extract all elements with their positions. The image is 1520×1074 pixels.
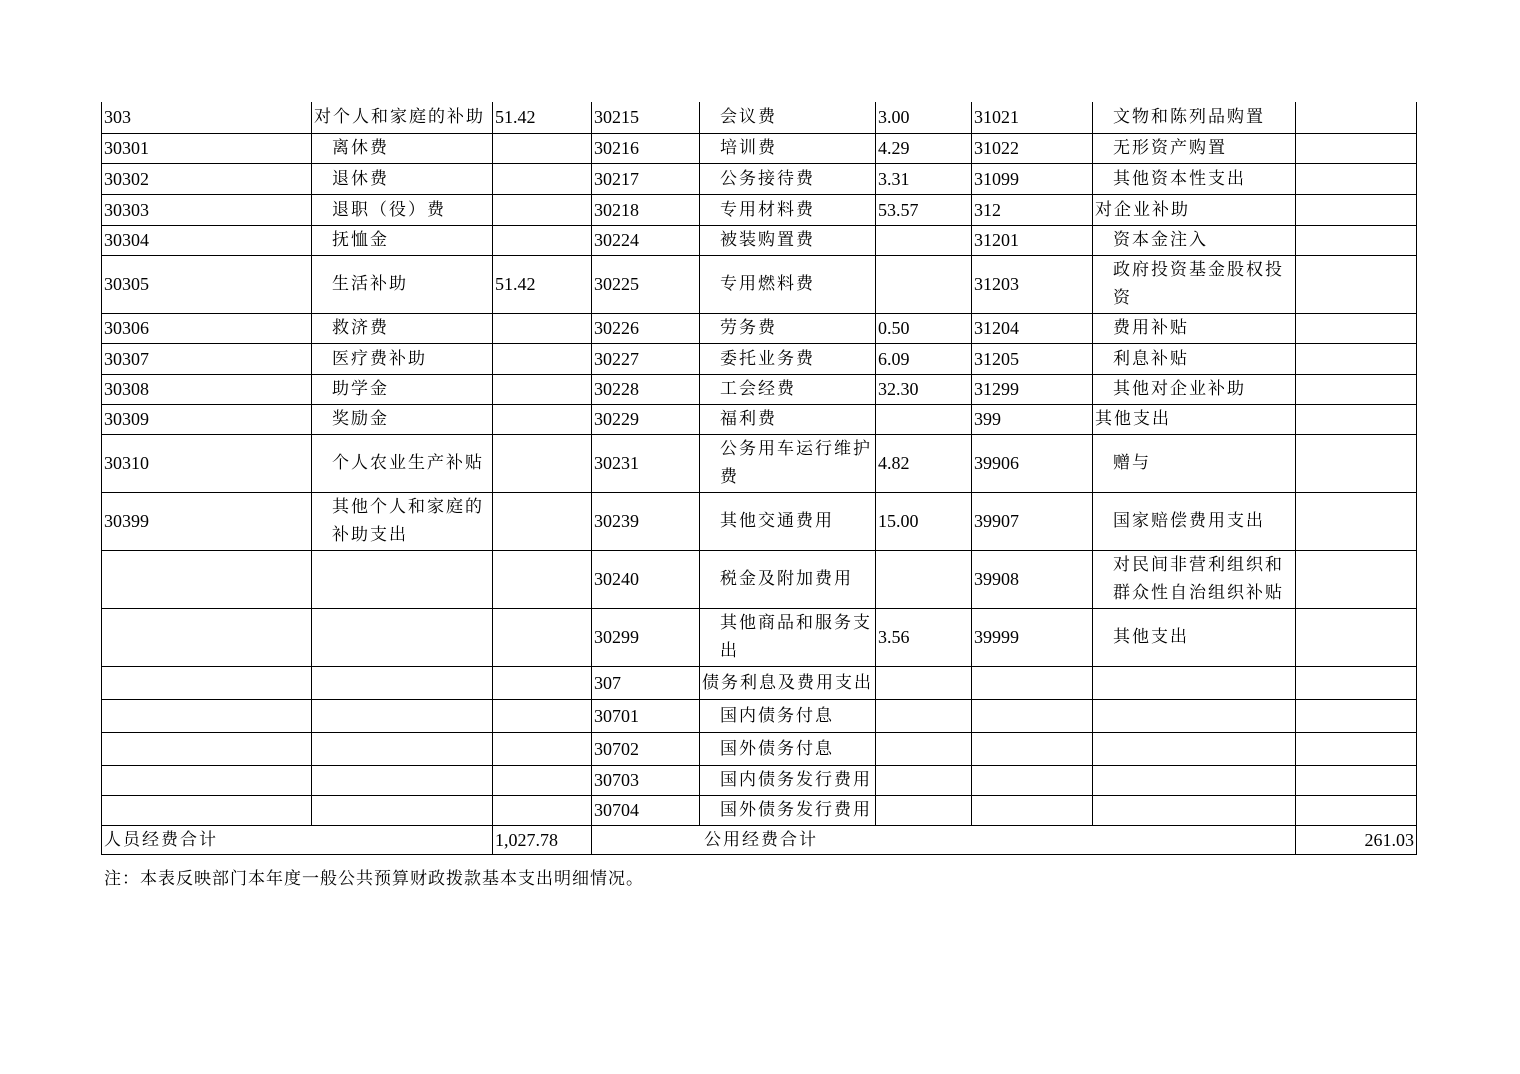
table-cell-number [876,404,972,434]
table-cell-number: 30701 [592,699,700,732]
table-cell-number: 30231 [592,434,700,492]
table-cell-number [972,666,1093,699]
table-cell-number: 30305 [102,255,312,313]
table-cell-number: 51.42 [493,102,592,133]
table-cell-number [1296,133,1417,163]
table-cell-number [1296,343,1417,374]
table-cell-label: 国外债务发行费用 [700,795,876,825]
table-note: 注：本表反映部门本年度一般公共预算财政拨款基本支出明细情况。 [104,869,644,889]
table-body [102,102,1417,825]
expenditure-detail-table [101,102,1417,855]
table-cell-number [102,608,312,666]
table-cell-number [493,404,592,434]
table-cell-label [1093,765,1296,795]
table-cell-number: 30308 [102,374,312,404]
table-cell-label: 抚恤金 [312,225,493,255]
table-cell-label [1093,795,1296,825]
table-cell-label [312,732,493,765]
table-row [102,434,1417,492]
table-cell-number: 3.56 [876,608,972,666]
table-cell-number: 30306 [102,313,312,343]
table-cell-number [493,732,592,765]
public-total-label: 公用经费合计 [592,825,1296,854]
table-cell-label [1093,666,1296,699]
table-cell-label: 救济费 [312,313,493,343]
table-cell-number [1296,765,1417,795]
table-cell-number: 4.29 [876,133,972,163]
table-cell-label [312,666,493,699]
table-row [102,343,1417,374]
table-cell-label: 助学金 [312,374,493,404]
table-row [102,313,1417,343]
table-cell-label: 其他交通费用 [700,492,876,550]
table-cell-number: 30702 [592,732,700,765]
table-cell-label: 其他资本性支出 [1093,163,1296,194]
table-cell-number: 15.00 [876,492,972,550]
table-cell-label [312,699,493,732]
table-row [102,255,1417,313]
table-cell-number [102,550,312,608]
table-cell-number [102,699,312,732]
table-cell-label: 福利费 [700,404,876,434]
personnel-total-value: 1,027.78 [493,825,592,854]
table-cell-number: 30229 [592,404,700,434]
table-cell-number: 30224 [592,225,700,255]
table-cell-label: 公务接待费 [700,163,876,194]
table-cell-number [493,666,592,699]
table-cell-label: 工会经费 [700,374,876,404]
table-cell-label [1093,699,1296,732]
table-cell-label: 费用补贴 [1093,313,1296,343]
table-cell-number [493,795,592,825]
table-cell-number: 3.31 [876,163,972,194]
table-cell-label: 其他个人和家庭的补助支出 [312,492,493,550]
table-cell-number [1296,313,1417,343]
table-cell-number: 399 [972,404,1093,434]
table-cell-label: 劳务费 [700,313,876,343]
table-cell-label: 无形资产购置 [1093,133,1296,163]
table-cell-number [1296,550,1417,608]
table-cell-number [1296,255,1417,313]
table-cell-label: 政府投资基金股权投资 [1093,255,1296,313]
table-cell-label: 个人农业生产补贴 [312,434,493,492]
table-cell-label: 国内债务发行费用 [700,765,876,795]
table-cell-number: 0.50 [876,313,972,343]
table-cell-number: 30302 [102,163,312,194]
table-cell-label: 专用材料费 [700,194,876,225]
table-cell-label: 会议费 [700,102,876,133]
table-cell-label: 文物和陈列品购置 [1093,102,1296,133]
table-cell-number [876,550,972,608]
table-cell-number [1296,492,1417,550]
table-row [102,666,1417,699]
table-cell-number [493,343,592,374]
table-cell-number [102,765,312,795]
table-cell-label [312,765,493,795]
table-cell-number [876,666,972,699]
table-cell-number: 303 [102,102,312,133]
table-cell-label: 国内债务付息 [700,699,876,732]
table-cell-label: 专用燃料费 [700,255,876,313]
table-cell-number [1296,194,1417,225]
table-cell-number: 39907 [972,492,1093,550]
table-cell-number [1296,225,1417,255]
table-cell-number [1296,374,1417,404]
table-cell-number [493,434,592,492]
totals-body [102,825,1417,854]
table-cell-number: 30218 [592,194,700,225]
public-total-value: 261.03 [1296,825,1417,854]
table-cell-label: 退休费 [312,163,493,194]
table-cell-number [1296,404,1417,434]
table-cell-number: 30225 [592,255,700,313]
table-cell-label: 退职（役）费 [312,194,493,225]
table-cell-number [493,374,592,404]
table-cell-label: 公务用车运行维护费 [700,434,876,492]
table-cell-label: 国家赔偿费用支出 [1093,492,1296,550]
table-cell-number: 30217 [592,163,700,194]
table-cell-number: 31201 [972,225,1093,255]
table-cell-number: 39999 [972,608,1093,666]
table-cell-number [493,550,592,608]
totals-row [102,825,1417,854]
table-cell-number: 307 [592,666,700,699]
table-cell-label: 医疗费补助 [312,343,493,374]
table-cell-label: 其他商品和服务支出 [700,608,876,666]
table-cell-number: 39908 [972,550,1093,608]
table-cell-number: 30226 [592,313,700,343]
table-cell-number: 30227 [592,343,700,374]
table-cell-number: 30704 [592,795,700,825]
table-cell-number [493,225,592,255]
table-cell-number: 30307 [102,343,312,374]
table-cell-number [1296,732,1417,765]
table-cell-number [972,765,1093,795]
table-cell-number [876,255,972,313]
table-cell-number [1296,699,1417,732]
table-cell-number: 31204 [972,313,1093,343]
table-cell-number: 30299 [592,608,700,666]
table-row [102,374,1417,404]
table-cell-number [493,492,592,550]
table-cell-number: 30228 [592,374,700,404]
table-cell-label: 其他支出 [1093,608,1296,666]
table-cell-number [876,699,972,732]
table-cell-number [972,795,1093,825]
table-cell-label: 税金及附加费用 [700,550,876,608]
table-cell-number: 31203 [972,255,1093,313]
table-cell-number: 31099 [972,163,1093,194]
table-cell-number [876,795,972,825]
table-cell-number: 3.00 [876,102,972,133]
table-cell-label: 债务利息及费用支出 [700,666,876,699]
table-cell-label: 委托业务费 [700,343,876,374]
table-cell-number [876,732,972,765]
table-cell-number: 30239 [592,492,700,550]
table-row [102,163,1417,194]
table-cell-number: 6.09 [876,343,972,374]
table-cell-number: 30240 [592,550,700,608]
table-cell-label: 利息补贴 [1093,343,1296,374]
table-cell-number: 30309 [102,404,312,434]
table-cell-label: 对个人和家庭的补助 [312,102,493,133]
table-cell-number: 51.42 [493,255,592,313]
table-cell-label: 对企业补助 [1093,194,1296,225]
table-cell-label: 生活补助 [312,255,493,313]
table-row [102,732,1417,765]
table-cell-number: 53.57 [876,194,972,225]
table-cell-number [102,666,312,699]
personnel-total-label: 人员经费合计 [102,825,493,854]
table-cell-number [972,732,1093,765]
table-cell-number: 312 [972,194,1093,225]
table-row [102,133,1417,163]
table-cell-label: 赠与 [1093,434,1296,492]
table-cell-number [1296,666,1417,699]
table-cell-number [1296,608,1417,666]
table-cell-number: 30215 [592,102,700,133]
table-cell-number: 30216 [592,133,700,163]
table-cell-number [493,699,592,732]
table-row [102,795,1417,825]
table-cell-number [972,699,1093,732]
table-row [102,404,1417,434]
table-cell-label [312,795,493,825]
table-row [102,492,1417,550]
table-cell-number: 30703 [592,765,700,795]
table-cell-number [493,163,592,194]
table-cell-number: 30399 [102,492,312,550]
table-row [102,765,1417,795]
table-row [102,608,1417,666]
table-cell-label: 对民间非营利组织和群众性自治组织补贴 [1093,550,1296,608]
table-cell-number: 31299 [972,374,1093,404]
table-row [102,225,1417,255]
table-cell-label: 其他对企业补助 [1093,374,1296,404]
table-cell-label: 国外债务付息 [700,732,876,765]
table-cell-label [312,608,493,666]
table-cell-number: 30304 [102,225,312,255]
table-cell-number [876,225,972,255]
table-row [102,699,1417,732]
table-cell-label: 被装购置费 [700,225,876,255]
table-cell-number: 4.82 [876,434,972,492]
table-cell-number: 39906 [972,434,1093,492]
table-cell-number: 31205 [972,343,1093,374]
table-cell-number: 30303 [102,194,312,225]
table-row [102,550,1417,608]
table-cell-number: 30310 [102,434,312,492]
table-cell-number: 31021 [972,102,1093,133]
table-cell-label: 其他支出 [1093,404,1296,434]
table-cell-label [1093,732,1296,765]
table-cell-number [1296,163,1417,194]
table-cell-number [1296,434,1417,492]
table-row [102,102,1417,133]
table-cell-number [493,608,592,666]
table-cell-number [1296,102,1417,133]
table-cell-number [493,313,592,343]
table-cell-label [312,550,493,608]
table-cell-number [493,194,592,225]
table-cell-number: 31022 [972,133,1093,163]
table-cell-number [493,765,592,795]
table-cell-label: 培训费 [700,133,876,163]
table-row [102,194,1417,225]
table-cell-number: 32.30 [876,374,972,404]
table-cell-number [102,732,312,765]
table-cell-number: 30301 [102,133,312,163]
table-cell-number [876,765,972,795]
table-cell-label: 资本金注入 [1093,225,1296,255]
table-cell-number [1296,795,1417,825]
table-cell-label: 离休费 [312,133,493,163]
table-cell-number [493,133,592,163]
table-cell-label: 奖励金 [312,404,493,434]
table-cell-number [102,795,312,825]
